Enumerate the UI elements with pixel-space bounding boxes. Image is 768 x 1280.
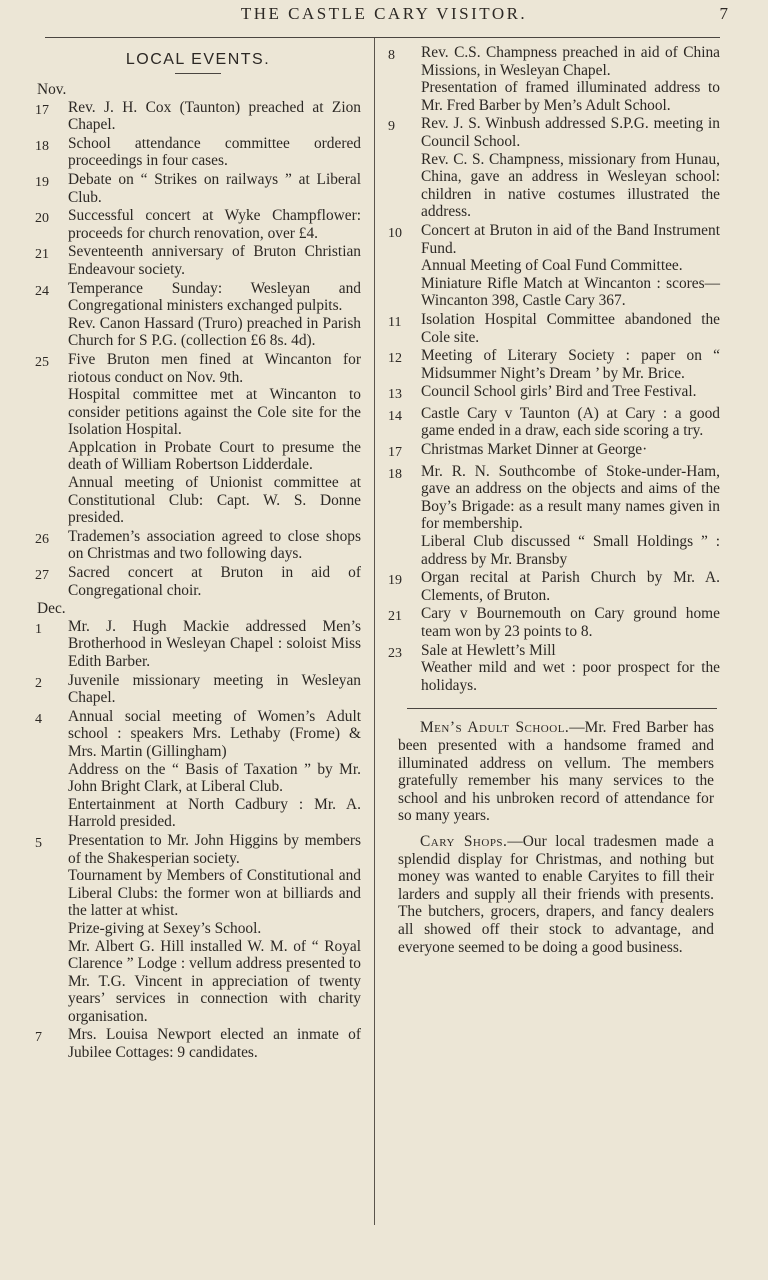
event-entry [388,569,720,604]
column-divider [374,38,375,1225]
event-entry [388,605,720,640]
event-entry [35,171,361,206]
event-line: Prize-giving at Sexey’s School. [68,919,262,937]
event-text [68,672,361,707]
event-day: 26 [35,531,49,547]
event-line: Presentation to Mr. John Higgins by members of the Shakesperian society. [68,831,361,867]
event-text [421,383,720,404]
event-line: Presentation of framed illuminated address to Mr. Fred Barber by Men’s Adult School. [421,79,720,114]
event-day: 21 [388,609,402,625]
event-line: Mr. J. Hugh Mackie addressed Men’s Brotherhood in Wesleyan Chapel : soloist Miss Edith Barber. [68,617,361,670]
event-text [421,463,720,569]
event-entry [35,243,361,278]
event-text [68,832,361,1026]
event-day: 18 [388,466,402,482]
paragraph-rule [407,708,717,709]
right-column [388,44,720,956]
event-line: Annual Meeting of Coal Fund Committee. [421,257,683,275]
event-day: 17 [35,102,49,118]
event-day: 8 [388,48,395,63]
event-text [68,528,361,563]
event-line: Applcation in Probate Court to presume the death of William Robertson Lidderdale. [68,438,361,474]
event-line: Address on the “ Basis of Taxation ” by Mr. John Bright Clark, at Liberal Club. [68,760,361,796]
event-line: Sale at Hewlett’s Mill [421,641,556,659]
event-entry [35,99,361,134]
event-line: Mrs. Louisa Newport elected an inmate of Jubilee Cottages: 9 candidates. [68,1026,361,1062]
event-day: 19 [35,174,49,190]
event-text [421,569,720,604]
event-text [68,351,361,527]
event-line: Hospital committee met at Wincanton to consider petitions against the Cole site for the Isolation Hospital. [68,386,361,439]
page-number: 7 [719,4,728,23]
event-text [421,44,720,114]
event-text [421,642,720,695]
event-text [421,115,720,221]
event-line: School attendance committee ordered proceedings in four cases. [68,134,361,170]
event-entry [388,222,720,310]
event-entry [388,405,720,440]
note-heading: Men’s Adult School. [420,719,570,737]
event-entry [35,528,361,563]
event-line: Liberal Club discussed “ Small Holdings ” : address by Mr. Bransby [421,533,720,568]
section-title: LOCAL EVENTS. [125,51,271,68]
event-line: Organ recital at Parish Church by Mr. A. Clements, of Bruton. [421,569,720,604]
event-day: 27 [35,568,49,584]
event-text [68,135,361,170]
event-entry [35,1026,361,1061]
note-paragraph [398,833,714,956]
event-day: 18 [35,138,49,154]
event-text [68,280,361,350]
event-entry [388,441,720,462]
december-events-continued [388,44,720,694]
event-text [68,207,361,242]
event-text [68,243,361,278]
event-entry [35,564,361,599]
event-line: Annual meeting of Unionist committee at Constitutional Club: Capt. W. S. Donne presided. [68,474,361,527]
november-events [35,99,361,600]
event-line: Seventeenth anniversary of Bruton Christian Endeavour society. [68,243,361,278]
event-text [68,171,361,206]
event-text [421,347,720,382]
event-day: 24 [35,283,49,299]
event-line: Trademen’s association agreed to close shops on Christmas and two following days. [68,527,361,563]
event-day: 25 [35,354,49,370]
event-entry [35,135,361,170]
event-line: Meeting of Literary Society : paper on “ Midsummer Night’s Dream ’ by Mr. Brice. [421,347,720,382]
month-heading-nov: Nov. [37,81,67,98]
event-line: Debate on “ Strikes on railways ” at Liberal Club. [68,170,361,206]
local-notes [388,719,720,956]
event-line: Council School girls’ Bird and Tree Festival. [421,383,697,401]
event-day: 13 [388,387,402,403]
event-day: 11 [388,314,402,330]
note-text: —Mr. Fred Barber has been presented with a handsome framed and illuminated address on vellum. The members gratefully remember his many services to the school and his unbroken record of attendance for so many years. [398,719,714,825]
event-entry [388,44,720,114]
event-text [421,441,720,462]
event-entry [35,207,361,242]
event-line: Mr. Albert G. Hill installed W. M. of “ Royal Clarence ” Lodge : vellum address presented to Mr. T.G. Vincent in appreciation of twenty years’ services in connection with charity organisation. [68,937,361,1025]
event-line: Sacred concert at Bruton in aid of Congregational choir. [68,564,361,599]
event-line: Isolation Hospital Committee abandoned the Cole site. [421,310,720,346]
event-day: 2 [35,675,42,691]
event-line: Rev. C.S. Champness preached in aid of China Missions, in Wesleyan Chapel. [421,44,720,79]
event-entry [35,351,361,527]
event-text [68,708,361,831]
event-entry [388,463,720,569]
event-day: 4 [35,711,42,727]
event-entry [388,347,720,382]
note-heading: Cary Shops. [420,832,508,850]
event-entry [35,280,361,350]
event-line: Castle Cary v Taunton (A) at Cary : a good game ended in a draw, each side scoring a try. [421,404,720,440]
note-paragraph [398,719,714,825]
event-text [421,605,720,640]
running-header: THE CASTLE CARY VISITOR. [240,4,528,23]
event-entry [35,708,361,831]
event-line: Concert at Bruton in aid of the Band Instrument Fund. [421,221,720,257]
month-heading-dec: Dec. [37,600,66,618]
event-day: 7 [35,1030,42,1046]
event-day: 10 [388,225,402,241]
event-day: 1 [35,621,42,637]
event-line: Juvenile missionary meeting in Wesleyan Chapel. [68,671,361,707]
december-events [35,618,361,1062]
event-line: Miniature Rifle Match at Wincanton : scores—Wincanton 398, Castle Cary 367. [421,274,720,310]
event-day: 12 [388,351,402,367]
event-day: 17 [388,445,402,461]
event-entry [388,311,720,346]
event-text [68,618,361,671]
event-entry [388,383,720,404]
event-day: 20 [35,211,49,227]
event-line: Five Bruton men fined at Wincanton for riotous conduct on Nov. 9th. [68,350,361,386]
event-entry [35,618,361,671]
event-line: Cary v Bournemouth on Cary ground home team won by 23 points to 8. [421,605,720,640]
event-line: Annual social meeting of Women’s Adult school : speakers Mrs. Lethaby (Frome) & Mrs. Martin (Gillingham) [68,707,361,760]
event-entry [35,672,361,707]
event-entry [388,642,720,695]
title-ornament-rule [175,73,221,74]
event-line: Entertainment at North Cadbury : Mr. A. Harrold presided. [68,795,361,831]
event-day: 9 [388,119,395,135]
event-line: Successful concert at Wyke Champflower: proceeds for church renovation, over £4. [68,207,361,242]
event-line: Christmas Market Dinner at George· [421,441,648,459]
event-line: Rev. Canon Hassard (Truro) preached in Parish Church for S P.G. (collection £6 8s. 4d). [68,314,361,350]
event-day: 14 [388,408,402,424]
event-day: 21 [35,247,49,263]
event-entry [388,115,720,221]
header-rule [45,37,720,38]
event-entry [35,832,361,1026]
event-line: Temperance Sunday: Wesleyan and Congregational ministers exchanged pulpits. [68,279,361,315]
event-day: 5 [35,835,42,851]
event-line: Rev. C. S. Champness, missionary from Hunau, China, gave an address in Wesleyan school: children in native costumes illustrated the address. [421,150,720,221]
event-text [68,1026,361,1061]
event-line: Rev. J. S. Winbush addressed S.P.G. meeting in Council School. [421,115,720,150]
left-column [35,44,361,1063]
event-day: 23 [388,645,402,661]
note-text: —Our local tradesmen made a splendid display for Christmas, and nothing but money was wanted to enable Caryites to fill their larders and supply all their friends with presents. The butchers, grocers, drapers, and fancy dealers all showed off their stock to advantage, and everyone seemed to be doing a good business. [398,832,714,956]
event-text [68,564,361,599]
event-text [421,222,720,310]
event-line: Mr. R. N. Southcombe of Stoke-under-Ham, gave an address on the objects and aims of the Boy’s Brigade: as a result many names given in for membership. [421,462,720,533]
event-day: 19 [388,573,402,589]
event-line: Rev. J. H. Cox (Taunton) preached at Zion Chapel. [68,98,361,134]
event-line: Tournament by Members of Constitutional and Liberal Clubs: the former won at billiards and the latter at whist. [68,867,361,920]
event-text [421,405,720,440]
event-line: Weather mild and wet : poor prospect for the holidays. [421,659,720,694]
event-text [68,99,361,134]
event-text [421,311,720,346]
